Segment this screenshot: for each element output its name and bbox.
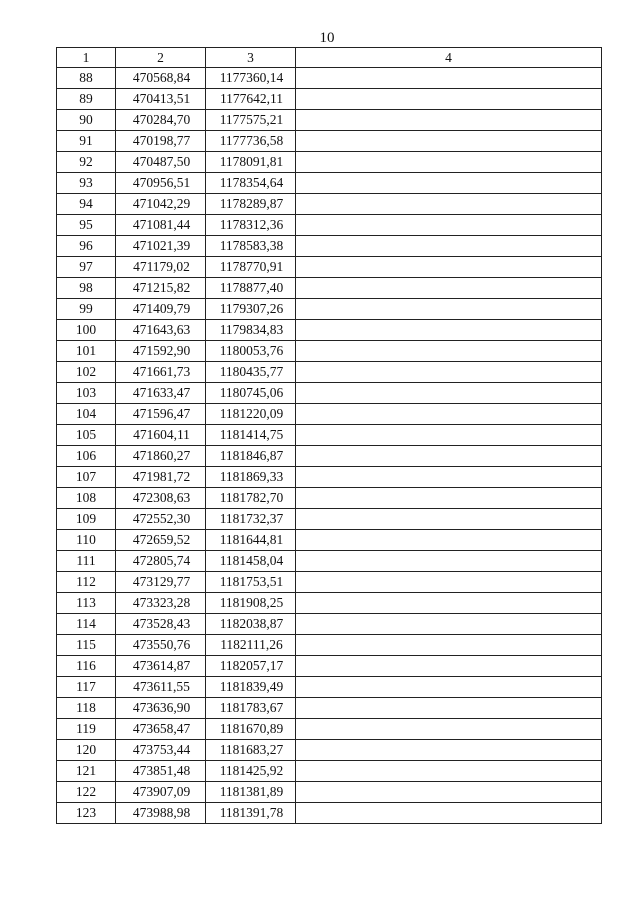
point-number-cell: 106 xyxy=(57,446,116,467)
point-number-cell: 118 xyxy=(57,698,116,719)
x-coordinate-cell: 471981,72 xyxy=(116,467,206,488)
y-coordinate-cell: 1178877,40 xyxy=(206,278,296,299)
point-number-cell: 109 xyxy=(57,509,116,530)
point-number-cell: 101 xyxy=(57,341,116,362)
description-cell xyxy=(296,278,602,299)
table-row xyxy=(57,320,602,341)
table-row xyxy=(57,614,602,635)
x-coordinate-cell: 470487,50 xyxy=(116,152,206,173)
table-row xyxy=(57,446,602,467)
y-coordinate-cell: 1181670,89 xyxy=(206,719,296,740)
table-row xyxy=(57,509,602,530)
point-number-cell: 117 xyxy=(57,677,116,698)
description-cell xyxy=(296,530,602,551)
y-coordinate-cell: 1181783,67 xyxy=(206,698,296,719)
y-coordinate-cell: 1178583,38 xyxy=(206,236,296,257)
description-cell xyxy=(296,194,602,215)
description-cell xyxy=(296,488,602,509)
description-cell xyxy=(296,677,602,698)
point-number-cell: 89 xyxy=(57,89,116,110)
x-coordinate-cell: 471596,47 xyxy=(116,404,206,425)
description-cell xyxy=(296,593,602,614)
point-number-cell: 91 xyxy=(57,131,116,152)
y-coordinate-cell: 1180745,06 xyxy=(206,383,296,404)
table-row xyxy=(57,215,602,236)
description-cell xyxy=(296,110,602,131)
y-coordinate-cell: 1177642,11 xyxy=(206,89,296,110)
x-coordinate-cell: 471633,47 xyxy=(116,383,206,404)
description-cell xyxy=(296,299,602,320)
description-cell xyxy=(296,467,602,488)
description-cell xyxy=(296,383,602,404)
description-cell xyxy=(296,362,602,383)
column-header-4: 4 xyxy=(296,48,602,68)
x-coordinate-cell: 473988,98 xyxy=(116,803,206,824)
x-coordinate-cell: 472308,63 xyxy=(116,488,206,509)
column-header-3: 3 xyxy=(206,48,296,68)
table-row xyxy=(57,425,602,446)
description-cell xyxy=(296,719,602,740)
point-number-cell: 114 xyxy=(57,614,116,635)
table-row xyxy=(57,236,602,257)
table-row xyxy=(57,488,602,509)
y-coordinate-cell: 1181869,33 xyxy=(206,467,296,488)
description-cell xyxy=(296,551,602,572)
y-coordinate-cell: 1181732,37 xyxy=(206,509,296,530)
point-number-cell: 110 xyxy=(57,530,116,551)
y-coordinate-cell: 1181753,51 xyxy=(206,572,296,593)
x-coordinate-cell: 472552,30 xyxy=(116,509,206,530)
y-coordinate-cell: 1177736,58 xyxy=(206,131,296,152)
point-number-cell: 103 xyxy=(57,383,116,404)
x-coordinate-cell: 471860,27 xyxy=(116,446,206,467)
y-coordinate-cell: 1180053,76 xyxy=(206,341,296,362)
y-coordinate-cell: 1181683,27 xyxy=(206,740,296,761)
header-row xyxy=(57,48,602,68)
table-row xyxy=(57,635,602,656)
point-number-cell: 107 xyxy=(57,467,116,488)
point-number-cell: 96 xyxy=(57,236,116,257)
point-number-cell: 97 xyxy=(57,257,116,278)
point-number-cell: 122 xyxy=(57,782,116,803)
y-coordinate-cell: 1181644,81 xyxy=(206,530,296,551)
point-number-cell: 119 xyxy=(57,719,116,740)
description-cell xyxy=(296,257,602,278)
point-number-cell: 100 xyxy=(57,320,116,341)
point-number-cell: 112 xyxy=(57,572,116,593)
y-coordinate-cell: 1182111,26 xyxy=(206,635,296,656)
point-number-cell: 88 xyxy=(57,68,116,89)
point-number-cell: 111 xyxy=(57,551,116,572)
table-row xyxy=(57,803,602,824)
x-coordinate-cell: 471592,90 xyxy=(116,341,206,362)
x-coordinate-cell: 472659,52 xyxy=(116,530,206,551)
x-coordinate-cell: 473907,09 xyxy=(116,782,206,803)
x-coordinate-cell: 473611,55 xyxy=(116,677,206,698)
description-cell xyxy=(296,656,602,677)
x-coordinate-cell: 473323,28 xyxy=(116,593,206,614)
y-coordinate-cell: 1178289,87 xyxy=(206,194,296,215)
y-coordinate-cell: 1181839,49 xyxy=(206,677,296,698)
point-number-cell: 108 xyxy=(57,488,116,509)
table-row xyxy=(57,278,602,299)
description-cell xyxy=(296,173,602,194)
description-cell xyxy=(296,698,602,719)
point-number-cell: 123 xyxy=(57,803,116,824)
table-row xyxy=(57,719,602,740)
table-row xyxy=(57,551,602,572)
table-row xyxy=(57,89,602,110)
table-row xyxy=(57,761,602,782)
y-coordinate-cell: 1181220,09 xyxy=(206,404,296,425)
table-row xyxy=(57,110,602,131)
point-number-cell: 116 xyxy=(57,656,116,677)
description-cell xyxy=(296,68,602,89)
y-coordinate-cell: 1182038,87 xyxy=(206,614,296,635)
x-coordinate-cell: 471215,82 xyxy=(116,278,206,299)
y-coordinate-cell: 1178091,81 xyxy=(206,152,296,173)
point-number-cell: 121 xyxy=(57,761,116,782)
x-coordinate-cell: 473550,76 xyxy=(116,635,206,656)
table-row xyxy=(57,194,602,215)
x-coordinate-cell: 471661,73 xyxy=(116,362,206,383)
table-row xyxy=(57,152,602,173)
y-coordinate-cell: 1179834,83 xyxy=(206,320,296,341)
description-cell xyxy=(296,320,602,341)
table-row xyxy=(57,530,602,551)
table-row xyxy=(57,698,602,719)
x-coordinate-cell: 470198,77 xyxy=(116,131,206,152)
table-row xyxy=(57,341,602,362)
x-coordinate-cell: 473636,90 xyxy=(116,698,206,719)
point-number-cell: 94 xyxy=(57,194,116,215)
description-cell xyxy=(296,404,602,425)
y-coordinate-cell: 1179307,26 xyxy=(206,299,296,320)
description-cell xyxy=(296,89,602,110)
point-number-cell: 113 xyxy=(57,593,116,614)
y-coordinate-cell: 1181846,87 xyxy=(206,446,296,467)
point-number-cell: 120 xyxy=(57,740,116,761)
point-number-cell: 102 xyxy=(57,362,116,383)
table-row xyxy=(57,656,602,677)
x-coordinate-cell: 471179,02 xyxy=(116,257,206,278)
y-coordinate-cell: 1181381,89 xyxy=(206,782,296,803)
x-coordinate-cell: 473528,43 xyxy=(116,614,206,635)
x-coordinate-cell: 471604,11 xyxy=(116,425,206,446)
description-cell xyxy=(296,236,602,257)
point-number-cell: 99 xyxy=(57,299,116,320)
description-cell xyxy=(296,215,602,236)
table-row xyxy=(57,131,602,152)
y-coordinate-cell: 1178354,64 xyxy=(206,173,296,194)
y-coordinate-cell: 1181414,75 xyxy=(206,425,296,446)
description-cell xyxy=(296,782,602,803)
x-coordinate-cell: 472805,74 xyxy=(116,551,206,572)
y-coordinate-cell: 1178770,91 xyxy=(206,257,296,278)
table-row xyxy=(57,677,602,698)
description-cell xyxy=(296,152,602,173)
table-row xyxy=(57,68,602,89)
table-row xyxy=(57,362,602,383)
y-coordinate-cell: 1182057,17 xyxy=(206,656,296,677)
x-coordinate-cell: 473129,77 xyxy=(116,572,206,593)
y-coordinate-cell: 1178312,36 xyxy=(206,215,296,236)
description-cell xyxy=(296,509,602,530)
x-coordinate-cell: 470284,70 xyxy=(116,110,206,131)
table-row xyxy=(57,782,602,803)
point-number-cell: 90 xyxy=(57,110,116,131)
point-number-cell: 92 xyxy=(57,152,116,173)
x-coordinate-cell: 470568,84 xyxy=(116,68,206,89)
y-coordinate-cell: 1181391,78 xyxy=(206,803,296,824)
coordinates-table xyxy=(56,47,602,824)
y-coordinate-cell: 1180435,77 xyxy=(206,362,296,383)
table-row xyxy=(57,593,602,614)
description-cell xyxy=(296,572,602,593)
y-coordinate-cell: 1181908,25 xyxy=(206,593,296,614)
point-number-cell: 105 xyxy=(57,425,116,446)
description-cell xyxy=(296,635,602,656)
point-number-cell: 95 xyxy=(57,215,116,236)
description-cell xyxy=(296,614,602,635)
table-row xyxy=(57,383,602,404)
x-coordinate-cell: 473851,48 xyxy=(116,761,206,782)
table-row xyxy=(57,257,602,278)
x-coordinate-cell: 471042,29 xyxy=(116,194,206,215)
point-number-cell: 93 xyxy=(57,173,116,194)
description-cell xyxy=(296,446,602,467)
x-coordinate-cell: 473658,47 xyxy=(116,719,206,740)
description-cell xyxy=(296,425,602,446)
y-coordinate-cell: 1177360,14 xyxy=(206,68,296,89)
table-row xyxy=(57,299,602,320)
y-coordinate-cell: 1181458,04 xyxy=(206,551,296,572)
x-coordinate-cell: 471081,44 xyxy=(116,215,206,236)
description-cell xyxy=(296,740,602,761)
table-header xyxy=(57,48,602,68)
point-number-cell: 115 xyxy=(57,635,116,656)
x-coordinate-cell: 470956,51 xyxy=(116,173,206,194)
y-coordinate-cell: 1181782,70 xyxy=(206,488,296,509)
table-body xyxy=(57,68,602,824)
point-number-cell: 104 xyxy=(57,404,116,425)
table-row xyxy=(57,173,602,194)
description-cell xyxy=(296,131,602,152)
x-coordinate-cell: 471409,79 xyxy=(116,299,206,320)
page-number: 10 xyxy=(319,30,335,46)
table-row xyxy=(57,404,602,425)
description-cell xyxy=(296,761,602,782)
description-cell xyxy=(296,803,602,824)
x-coordinate-cell: 471021,39 xyxy=(116,236,206,257)
table-row xyxy=(57,740,602,761)
x-coordinate-cell: 473614,87 xyxy=(116,656,206,677)
y-coordinate-cell: 1177575,21 xyxy=(206,110,296,131)
column-header-1: 1 xyxy=(57,48,116,68)
x-coordinate-cell: 470413,51 xyxy=(116,89,206,110)
point-number-cell: 98 xyxy=(57,278,116,299)
column-header-2: 2 xyxy=(116,48,206,68)
table-row xyxy=(57,467,602,488)
y-coordinate-cell: 1181425,92 xyxy=(206,761,296,782)
table-row xyxy=(57,572,602,593)
x-coordinate-cell: 473753,44 xyxy=(116,740,206,761)
description-cell xyxy=(296,341,602,362)
x-coordinate-cell: 471643,63 xyxy=(116,320,206,341)
